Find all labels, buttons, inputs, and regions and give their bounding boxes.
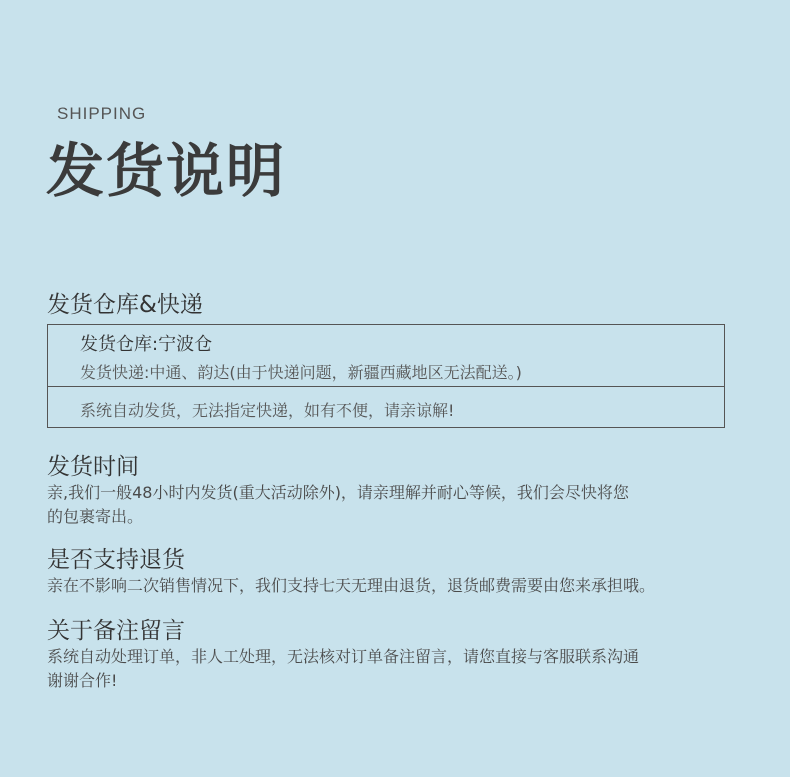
warehouse-text: 发货仓库:宁波仓 [80,334,213,355]
time-text-line2: 的包裹寄出。 [47,507,144,526]
box-divider [48,386,724,387]
eyebrow-label: SHIPPING [57,104,147,123]
shipping-notice: 系统自动发货，无法指定快递，如有不便，请亲谅解! [80,401,455,420]
page-title: 发货说明 [46,137,287,205]
section-title-time: 发货时间 [47,454,139,480]
courier-text: 发货快递:中通、韵达(由于快递问题，新疆西藏地区无法配送。) [80,363,522,382]
section-title-remark: 关于备注留言 [47,618,185,644]
return-text: 亲在不影响二次销售情况下，我们支持七天无理由退货，退货邮费需要由您来承担哦。 [47,576,656,595]
remark-text [47,645,767,693]
remark-text-line1: 系统自动处理订单，非人工处理，无法核对订单备注留言，请您直接与客服联系沟通 [47,647,640,666]
remark-text-line2: 谢谢合作! [47,671,118,690]
section-title-return: 是否支持退货 [47,547,185,573]
section-title-warehouse: 发货仓库&快递 [47,292,203,318]
time-text [47,481,767,529]
warehouse-info-box [47,324,725,428]
time-text-line1: 亲,我们一般48小时内发货(重大活动除外)，请亲理解并耐心等候，我们会尽快将您 [47,483,629,502]
